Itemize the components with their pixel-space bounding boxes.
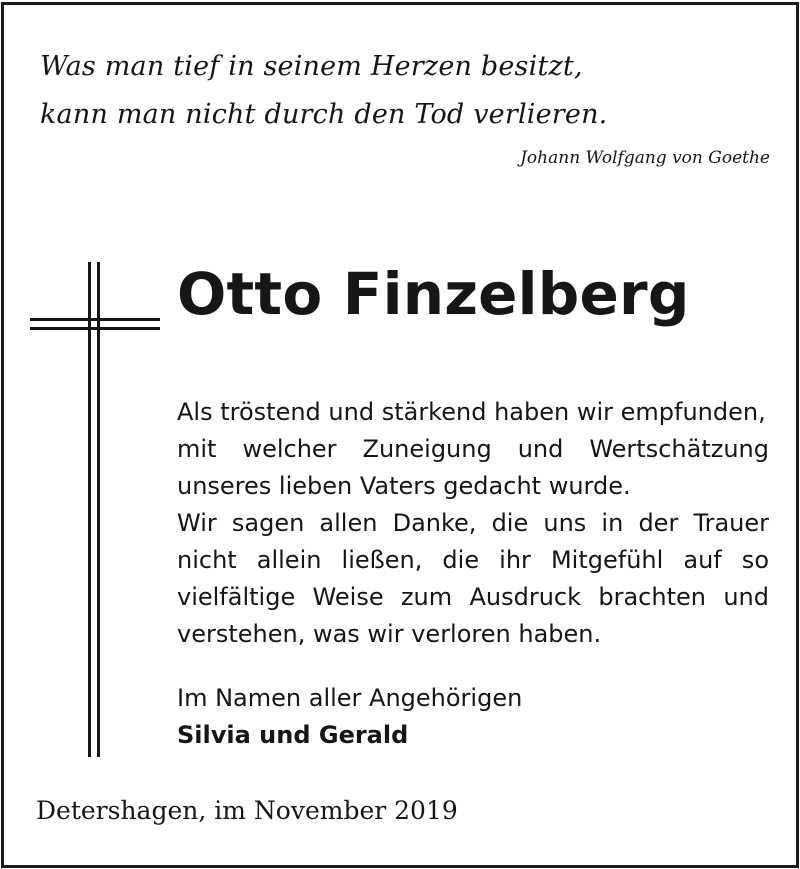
message-line: unseres lieben Vaters gedacht wurde. — [177, 472, 631, 500]
quote-line-1: Was man tief in seinem Herzen besitzt, — [40, 51, 583, 82]
obituary-notice — [1, 2, 799, 868]
quote-line-2: kann man nicht durch den Tod verlieren. — [40, 99, 608, 130]
cross-icon — [30, 262, 160, 757]
signature-intro: Im Namen aller Angehörigen — [177, 684, 523, 712]
place-date: Detershagen, im November 2019 — [36, 796, 458, 825]
message-line: Wir sagen allen Danke, die uns in der Trauer — [177, 509, 769, 537]
message-line: mit welcher Zuneigung und Wertschätzung — [177, 435, 769, 463]
message-text — [177, 394, 769, 653]
message-line: verstehen, was wir verloren haben. — [177, 620, 602, 648]
cross-horizontal-line — [30, 327, 160, 330]
message-line: Als tröstend und stärkend haben wir empfunden, — [177, 398, 766, 426]
message-line: nicht allein ließen, die ihr Mitgefühl auf so — [177, 546, 769, 574]
message-line: vielfältige Weise zum Ausdruck brachten und — [177, 583, 769, 611]
cross-vertical-line — [88, 262, 91, 757]
deceased-name: Otto Finzelberg — [177, 260, 690, 328]
quote-author: Johann Wolfgang von Goethe — [520, 148, 770, 168]
cross-horizontal-line — [30, 318, 160, 321]
quote — [40, 43, 760, 139]
signature — [177, 680, 522, 754]
signature-names: Silvia und Gerald — [177, 721, 409, 749]
cross-vertical-line — [97, 262, 100, 757]
